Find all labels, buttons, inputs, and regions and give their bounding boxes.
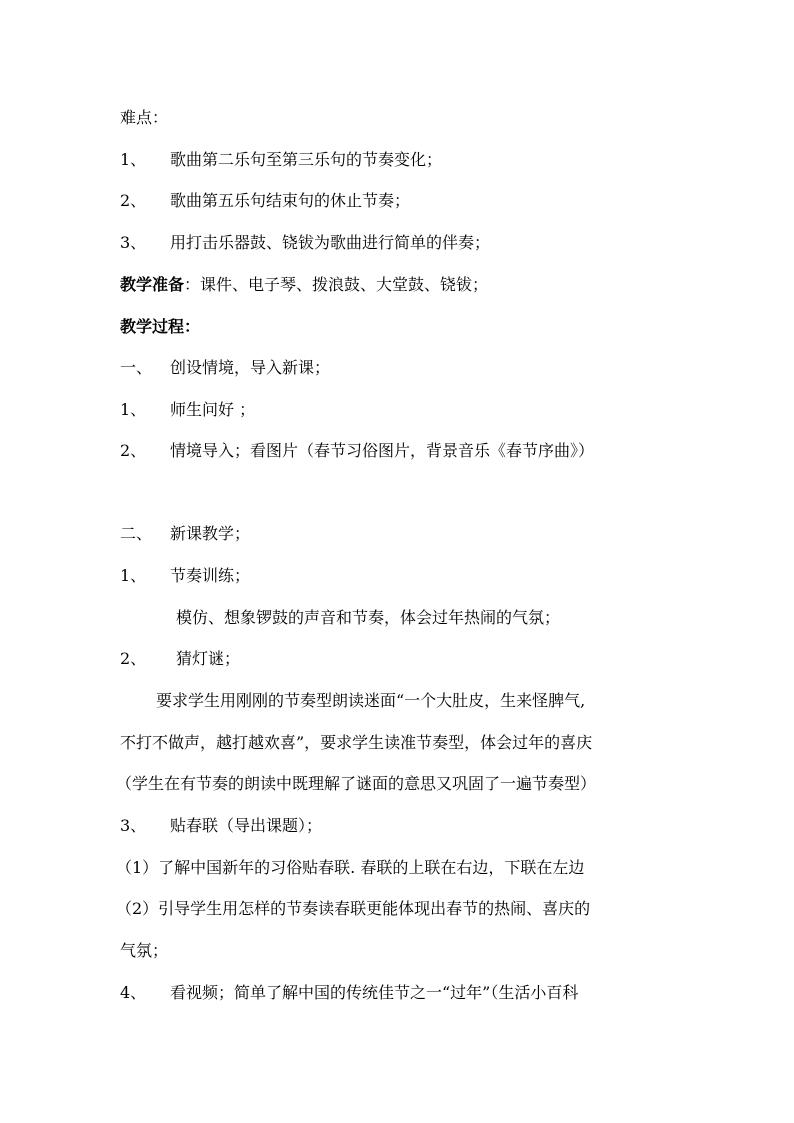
section-1-item-1 xyxy=(120,400,255,420)
difficulty-item-1 xyxy=(120,150,442,170)
riddle-paragraph-line-2: 不打不做声，越打越欢喜”，要求学生读准节奏型，体会过年的喜庆 xyxy=(120,733,593,752)
section-1-item-2 xyxy=(120,441,594,461)
riddle-paragraph-line-1: 要求学生用刚刚的节奏型朗读迷面“一个大肚皮，生来怪脾气, xyxy=(156,691,586,710)
section-title: 新课教学； xyxy=(170,524,251,543)
list-number: 1、 xyxy=(120,150,147,169)
list-number: 1、 xyxy=(120,566,147,585)
couplet-sub-item-2-line-2: 气氛； xyxy=(120,941,169,960)
list-text: 猜灯谜； xyxy=(176,649,241,668)
list-number: 3、 xyxy=(120,233,147,252)
couplet-sub-item-1: （1）了解中国新年的习俗贴春联. 春联的上联在右边，下联在左边 xyxy=(116,858,585,877)
list-number: 1、 xyxy=(120,400,147,419)
section-2-item-1-detail: 模仿、想象锣鼓的声音和节奏，体会过年热闹的气氛； xyxy=(176,608,561,627)
difficulties-heading: 难点： xyxy=(120,108,169,127)
list-text: 贴春联（导出课题）； xyxy=(170,816,323,835)
section-number: 一、 xyxy=(120,358,153,377)
section-2-title xyxy=(120,524,250,544)
section-2-item-3 xyxy=(120,816,322,836)
list-text: 用打击乐器鼓、铙钹为歌曲进行简单的伴奏； xyxy=(170,233,491,252)
list-number: 3、 xyxy=(120,816,147,835)
section-number: 二、 xyxy=(120,524,153,543)
section-2-item-2 xyxy=(120,649,240,669)
list-number: 2、 xyxy=(120,649,147,668)
list-text: 情境导入；看图片（春节习俗图片，背景音乐《春节序曲》） xyxy=(170,441,595,460)
list-number: 4、 xyxy=(120,983,147,1002)
list-text: 歌曲第二乐句至第三乐句的节奏变化； xyxy=(170,150,443,169)
section-2-item-4 xyxy=(120,983,578,1003)
list-number: 2、 xyxy=(120,441,147,460)
section-2-item-1 xyxy=(120,566,250,586)
riddle-paragraph-line-3: （学生在有节奏的朗读中既理解了谜面的意思又巩固了一遍节奏型） xyxy=(116,774,597,793)
section-1-title xyxy=(120,358,330,378)
list-number: 2、 xyxy=(120,191,147,210)
difficulty-item-3 xyxy=(120,233,490,253)
couplet-sub-item-2-line-1: （2）引导学生用怎样的节奏读春联更能体现出春节的热闹、喜庆的 xyxy=(116,899,591,918)
list-text: 看视频；简单了解中国的传统佳节之一“过年”（生活小百科 xyxy=(170,983,579,1002)
list-text: 师生问好 ； xyxy=(170,400,256,419)
section-title: 创设情境，导入新课； xyxy=(170,358,331,377)
difficulty-item-2 xyxy=(120,191,410,211)
list-text: 歌曲第五乐句结束句的休止节奏； xyxy=(170,191,411,210)
preparation-text: ：课件、电子琴、拨浪鼓、大堂鼓、铙钹； xyxy=(184,275,489,294)
preparation-label: 教学准备 xyxy=(120,275,185,294)
list-text: 节奏训练； xyxy=(170,566,251,585)
process-heading: 教学过程： xyxy=(120,317,201,336)
preparation-line xyxy=(120,275,488,295)
